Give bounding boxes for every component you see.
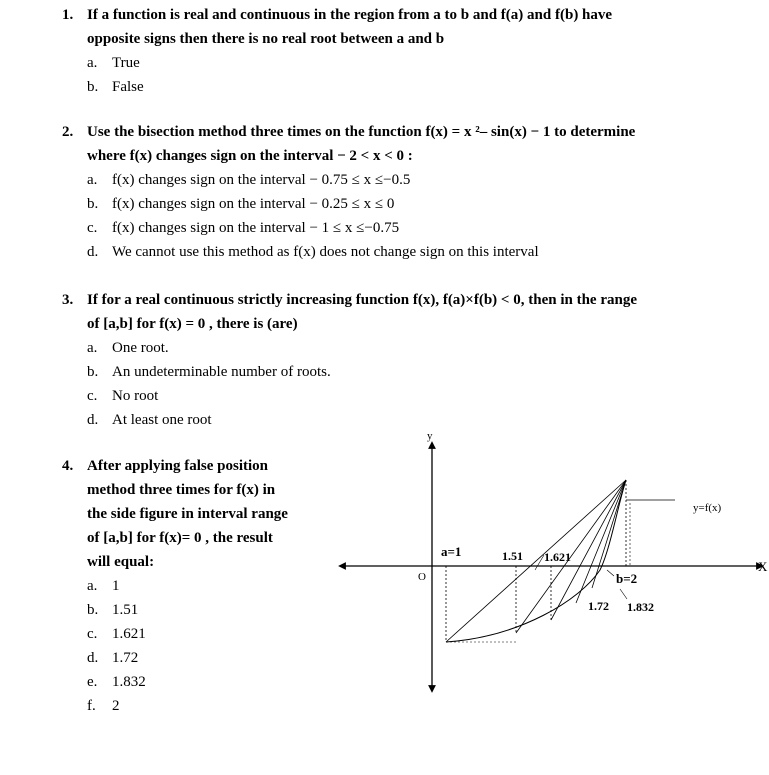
question-stem: 2. Use the bisection method three times on the function f(x) = x ²– sin(x) − 1 to determine — [62, 120, 635, 144]
label-a: a=1 — [441, 544, 462, 559]
x-axis-label: X — [758, 559, 768, 574]
question-stem: 4. After applying false position — [62, 454, 312, 478]
question-number: 1. — [62, 7, 74, 23]
label-1832-pointer — [620, 589, 627, 599]
label-1621: 1.621 — [544, 550, 571, 564]
question-number: 3. — [62, 292, 74, 308]
option-a[interactable]: a. One root. — [87, 340, 169, 356]
label-b-pointer — [607, 570, 614, 576]
label-151: 1.51 — [502, 549, 523, 563]
option-c[interactable]: c. f(x) changes sign on the interval − 1 ≤ x ≤−0.75 — [87, 220, 400, 236]
option-f[interactable]: f. 2 — [87, 698, 120, 714]
question-3: 3. If for a real continuous strictly increasing function f(x), f(a)×f(b) < 0, then in the range of [a,b] for f(x) = 0 , there is (are) a. One root. b. An undeterminable number of roots. c. No root d. At least one root — [62, 288, 637, 432]
label-b: b=2 — [616, 571, 638, 586]
option-d[interactable]: d. 1.72 — [87, 650, 139, 666]
option-b[interactable]: b. An undeterminable number of roots. — [87, 364, 331, 380]
secant-2 — [516, 480, 626, 633]
false-position-figure — [330, 425, 769, 695]
option-b[interactable]: b. 1.51 — [87, 602, 139, 618]
option-e[interactable]: e. 1.832 — [87, 674, 146, 690]
option-a[interactable]: a. f(x) changes sign on the interval − 0.75 ≤ x ≤−0.5 — [87, 172, 411, 188]
option-c[interactable]: c. No root — [87, 388, 159, 404]
question-1: 1. If a function is real and continuous in the region from a to b and f(a) and f(b) have opposite signs then there is no real root between a and b a. True b. False — [62, 3, 612, 99]
option-b[interactable]: b. f(x) changes sign on the interval − 0.25 ≤ x ≤ 0 — [87, 196, 395, 212]
label-172: 1.72 — [588, 599, 609, 613]
question-stem: 3. If for a real continuous strictly increasing function f(x), f(a)×f(b) < 0, then in the range — [62, 288, 637, 312]
question-number: 2. — [62, 124, 74, 140]
option-d[interactable]: d. We cannot use this method as f(x) does not change sign on this interval — [87, 244, 539, 260]
question-2: 2. Use the bisection method three times on the function f(x) = x ²– sin(x) − 1 to determine where f(x) changes sign on the interval − 2 < x < 0 : a. f(x) changes sign on the interval − 0.75 ≤ x ≤−0.5 b. f(x) changes sign on the interval − 0.25 ≤ x ≤ 0 c. f(x) changes sign on the interval − 1 ≤ x ≤−0.75 d. We cannot use this method as f(x) does not change sign on this interval — [62, 120, 635, 264]
question-number: 4. — [62, 458, 74, 474]
label-1621-pointer — [535, 555, 544, 570]
question-stem: 1. If a function is real and continuous in the region from a to b and f(a) and f(b) have — [62, 3, 612, 27]
option-a[interactable]: a. True — [87, 55, 140, 71]
question-4: 4. After applying false position method three times for f(x) in the side figure in interval range of [a,b] for f(x)= 0 , the result will equal: a. 1 b. 1.51 c. 1.621 d. 1.72 e. 1.832 f. 2 — [62, 454, 312, 718]
label-1832: 1.832 — [627, 600, 654, 614]
y-axis-label: y — [427, 430, 433, 442]
option-d[interactable]: d. At least one root — [87, 412, 212, 428]
secant-1 — [446, 480, 626, 642]
option-c[interactable]: c. 1.621 — [87, 626, 146, 642]
option-b[interactable]: b. False — [87, 79, 144, 95]
curve-label: y=f(x) — [693, 502, 722, 514]
option-a[interactable]: a. 1 — [87, 578, 120, 594]
origin-label: O — [418, 571, 426, 583]
